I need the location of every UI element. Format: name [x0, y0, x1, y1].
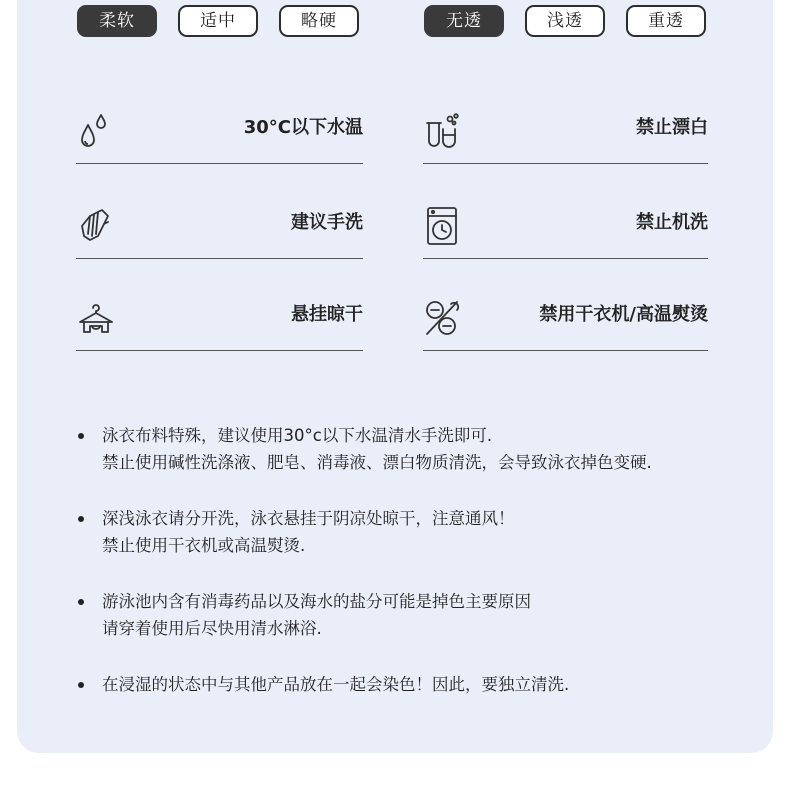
care-note-line: 在浸湿的状态中与其他产品放在一起会染色！因此，要独立清洗. — [102, 675, 570, 694]
transparency-option-light[interactable]: 浅透 — [525, 5, 605, 37]
care-row-no-machine-wash — [423, 188, 708, 259]
care-row-hang-dry — [76, 280, 363, 351]
bullet-icon — [78, 682, 84, 688]
care-row-no-dryer-iron — [423, 280, 708, 351]
softness-option-soft[interactable]: 柔软 — [77, 5, 157, 37]
care-note-item — [78, 671, 758, 698]
transparency-option-none[interactable]: 无透 — [424, 5, 504, 37]
care-notes-list — [78, 422, 758, 698]
care-note-line: 游泳池内含有消毒药品以及海水的盐分可能是掉色主要原因 — [102, 592, 531, 611]
softness-option-firm[interactable]: 略硬 — [279, 5, 359, 37]
bullet-icon — [78, 516, 84, 522]
care-note-item — [78, 505, 758, 559]
care-label-no-machine-wash: 禁止机洗 — [636, 212, 708, 233]
water-drops-icon — [76, 111, 114, 151]
care-note-item — [78, 588, 758, 642]
care-label-no-dryer-iron: 禁用干衣机/高温熨烫 — [539, 304, 708, 325]
care-label-no-bleach: 禁止漂白 — [636, 117, 708, 138]
care-note-line: 深浅泳衣请分开洗，泳衣悬挂于阴凉处晾干，注意通风！ — [102, 509, 515, 528]
care-note-line: 请穿着使用后尽快用清水淋浴. — [102, 619, 322, 638]
care-note-line: 泳衣布料特殊，建议使用30°c以下水温清水手洗即可. — [102, 426, 493, 445]
bullet-icon — [78, 433, 84, 439]
softness-option-medium[interactable]: 适中 — [178, 5, 258, 37]
washing-machine-icon — [423, 206, 461, 246]
transparency-option-heavy[interactable]: 重透 — [626, 5, 706, 37]
care-note-line: 禁止使用碱性洗涤液、肥皂、消毒液、漂白物质清洗，会导致泳衣掉色变硬. — [102, 453, 652, 472]
care-row-hand-wash — [76, 188, 363, 259]
care-note-line: 禁止使用干衣机或高温熨烫. — [102, 536, 306, 555]
care-row-water-temp — [76, 93, 363, 164]
care-row-no-bleach — [423, 93, 708, 164]
care-note-item — [78, 422, 758, 476]
care-label-hand-wash: 建议手洗 — [291, 212, 363, 233]
no-dryer-iron-icon — [423, 298, 461, 338]
hanger-icon — [76, 298, 114, 338]
care-label-water-temp: 30°C以下水温 — [243, 117, 363, 138]
bleach-flask-icon — [423, 111, 461, 151]
hand-wash-glove-icon — [76, 206, 114, 246]
bullet-icon — [78, 599, 84, 605]
care-label-hang-dry: 悬挂晾干 — [291, 304, 363, 325]
